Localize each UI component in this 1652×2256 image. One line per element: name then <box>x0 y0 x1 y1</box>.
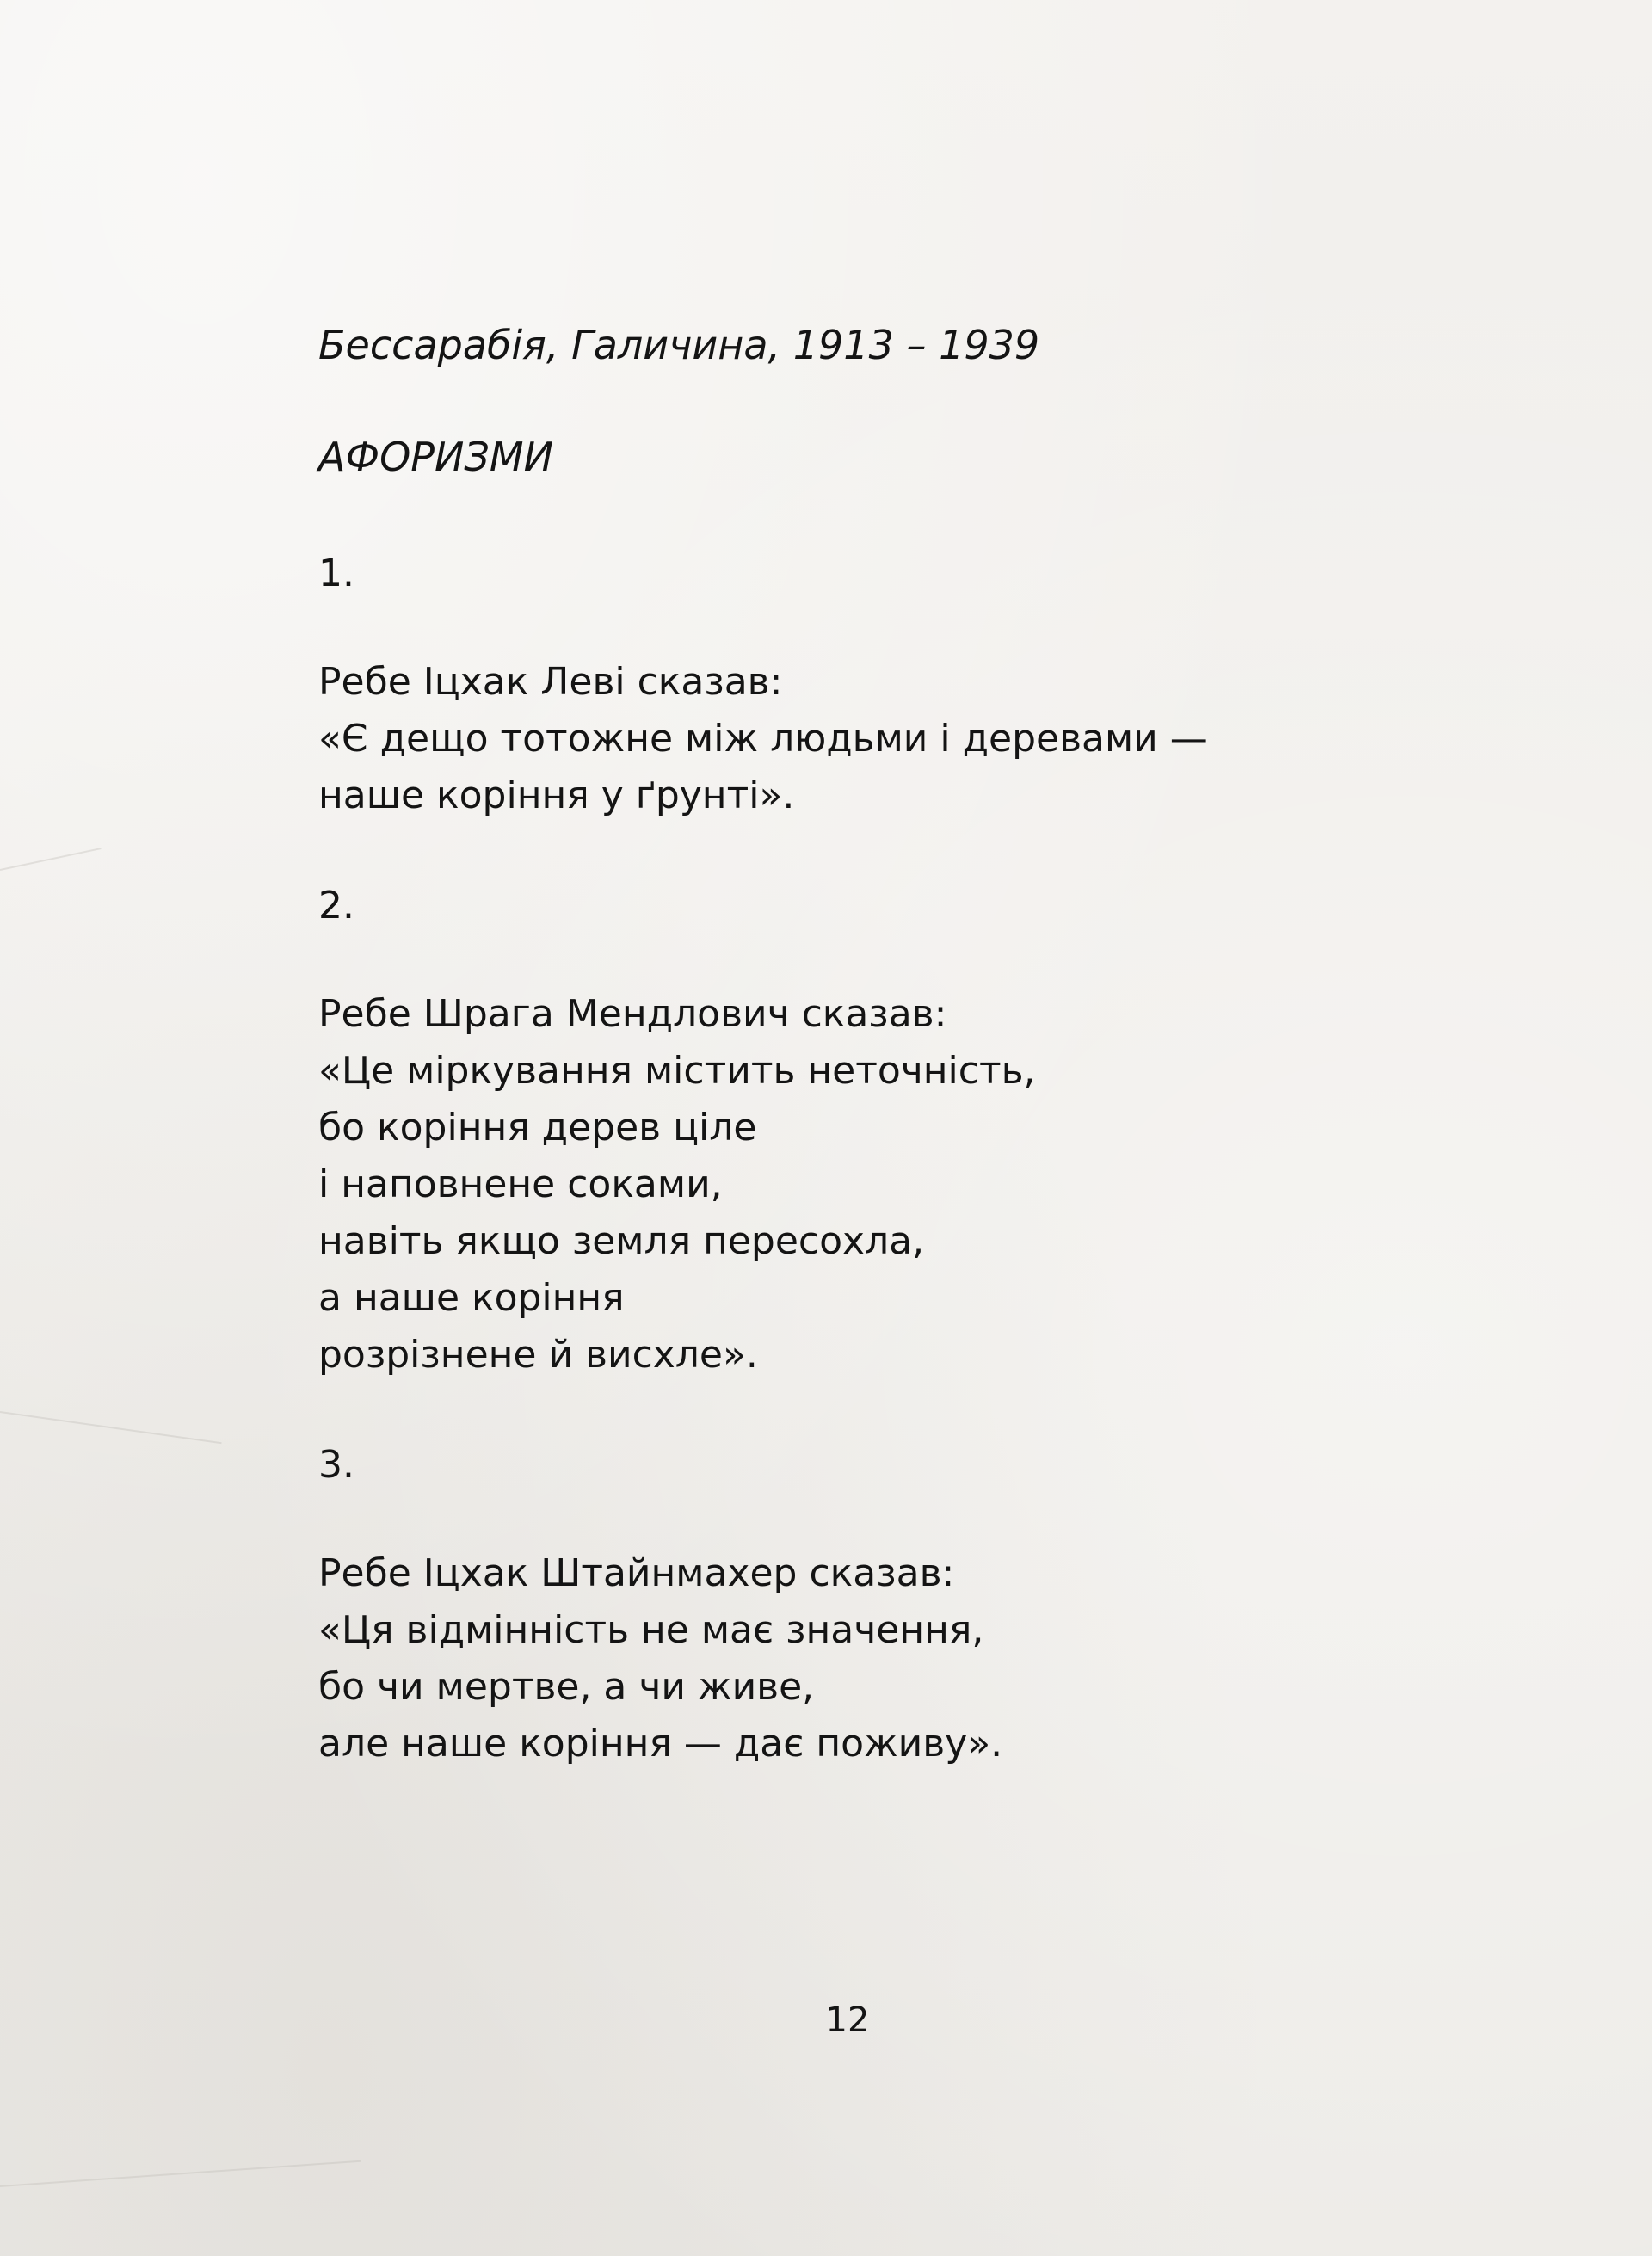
text-line: Ребе Іцхак Леві сказав: <box>318 660 783 704</box>
page-subtitle: Бессарабія, Галичина, 1913 – 1939 <box>318 322 1040 368</box>
page-content <box>318 310 1437 1772</box>
paper-crease <box>0 2160 361 2187</box>
text-line: і наповнене соками, <box>318 1162 723 1206</box>
text-line: Ребе Іцхак Штайнмахер сказав: <box>318 1551 955 1595</box>
aphorism-number: 3. <box>318 1443 354 1487</box>
aphorism-text <box>318 1545 1437 1772</box>
text-line: наше коріння у ґрунті». <box>318 774 795 817</box>
text-line: «Ця відмінність не має значення, <box>318 1608 984 1652</box>
text-line: розрізнене й висхле». <box>318 1333 758 1377</box>
paper-crease <box>0 848 102 871</box>
section-heading: АФОРИЗМИ <box>318 434 554 480</box>
text-line: бо коріння дерев ціле <box>318 1106 757 1150</box>
text-line: «Це міркування містить неточність, <box>318 1049 1036 1093</box>
text-line: «Є дещо тотожне між людьми і деревами — <box>318 717 1208 761</box>
text-line: бо чи мертве, а чи живе, <box>318 1665 815 1709</box>
paper-crease <box>0 1411 222 1444</box>
aphorism-number: 2. <box>318 884 354 928</box>
aphorism-text <box>318 986 1437 1384</box>
aphorism-number: 1. <box>318 552 354 595</box>
text-line: навіть якщо земля пересохла, <box>318 1219 925 1263</box>
text-line: але наше коріння — дає поживу». <box>318 1722 1003 1766</box>
text-line: а наше коріння <box>318 1276 625 1320</box>
aphorism-text <box>318 654 1437 824</box>
page-number: 12 <box>825 2000 870 2040</box>
text-line: Ребе Шрага Мендлович сказав: <box>318 992 947 1036</box>
